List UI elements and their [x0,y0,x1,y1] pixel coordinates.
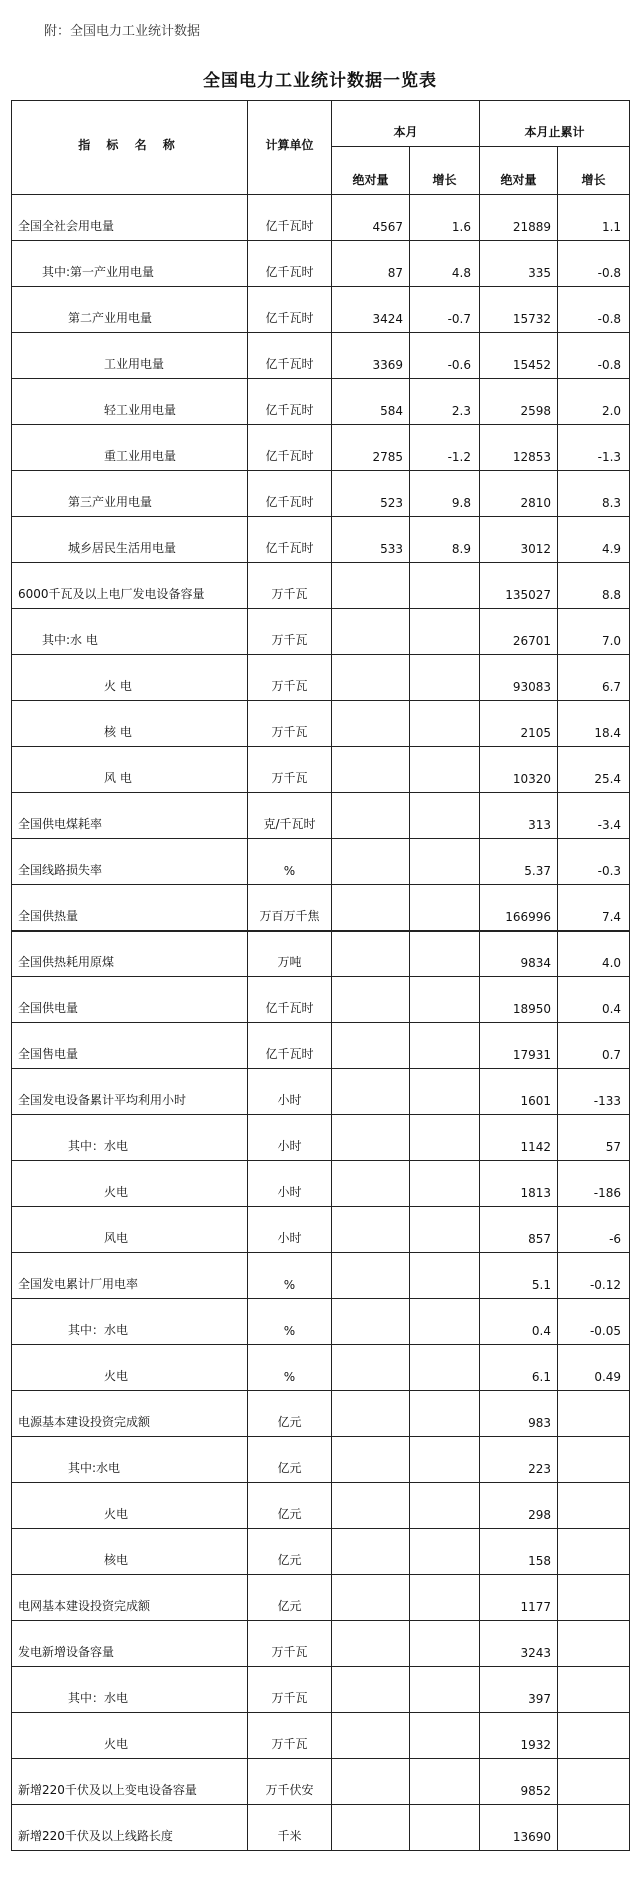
row-unit: % [248,1253,332,1299]
row-cumulative-growth: 4.9 [558,517,630,563]
row-cumulative-growth: 0.4 [558,977,630,1023]
row-indicator: 全国发电累计厂用电率 [12,1253,248,1299]
row-cumulative-absolute: 166996 [480,885,558,931]
row-indicator: 第三产业用电量 [12,471,248,517]
row-month-absolute [332,1759,410,1805]
row-month-absolute [332,1575,410,1621]
row-cumulative-growth: -133 [558,1069,630,1115]
table-row [12,885,630,931]
row-cumulative-growth: 6.7 [558,655,630,701]
row-cumulative-growth: 1.1 [558,195,630,241]
row-unit: 万千瓦 [248,747,332,793]
row-unit: 亿千瓦时 [248,517,332,563]
row-cumulative-absolute: 26701 [480,609,558,655]
row-unit: 小时 [248,1115,332,1161]
row-cumulative-absolute: 1142 [480,1115,558,1161]
row-cumulative-growth: 8.3 [558,471,630,517]
table-row [12,379,630,425]
row-indicator: 电源基本建设投资完成额 [12,1391,248,1437]
row-unit: 亿千瓦时 [248,241,332,287]
row-month-absolute [332,1023,410,1069]
row-unit: 万千瓦 [248,609,332,655]
row-month-growth: 9.8 [410,471,480,517]
row-cumulative-growth: -1.3 [558,425,630,471]
row-month-growth [410,1161,480,1207]
row-unit: 亿元 [248,1437,332,1483]
row-cumulative-growth: -3.4 [558,793,630,839]
row-month-growth [410,1391,480,1437]
row-cumulative-absolute: 0.4 [480,1299,558,1345]
row-cumulative-growth: -0.8 [558,287,630,333]
row-month-growth [410,1437,480,1483]
header-unit: 计算单位 [248,101,332,195]
row-month-growth [410,1483,480,1529]
row-indicator: 全国供热耗用原煤 [12,931,248,977]
row-month-absolute [332,1299,410,1345]
row-indicator: 全国供电煤耗率 [12,793,248,839]
row-cumulative-growth: -0.8 [558,333,630,379]
table-row [12,655,630,701]
row-month-growth [410,655,480,701]
table-row [12,1621,630,1667]
row-cumulative-absolute: 21889 [480,195,558,241]
row-indicator: 发电新增设备容量 [12,1621,248,1667]
table-row [12,1667,630,1713]
row-month-growth [410,839,480,885]
table-row [12,1391,630,1437]
row-month-absolute: 2785 [332,425,410,471]
row-month-absolute [332,1805,410,1851]
row-cumulative-growth: -0.8 [558,241,630,287]
row-month-absolute [332,563,410,609]
row-month-absolute [332,977,410,1023]
table-row [12,793,630,839]
row-cumulative-absolute: 223 [480,1437,558,1483]
statistics-table [11,100,630,1851]
row-month-growth [410,563,480,609]
row-cumulative-growth: 0.7 [558,1023,630,1069]
row-month-absolute [332,1437,410,1483]
row-month-absolute [332,655,410,701]
row-unit: 万千伏安 [248,1759,332,1805]
row-cumulative-absolute: 983 [480,1391,558,1437]
row-cumulative-growth: 57 [558,1115,630,1161]
row-month-absolute [332,793,410,839]
row-month-absolute: 533 [332,517,410,563]
header-month-growth: 增长 [410,147,480,195]
row-cumulative-growth: -0.12 [558,1253,630,1299]
row-unit: 小时 [248,1207,332,1253]
row-unit: 小时 [248,1069,332,1115]
row-month-absolute [332,1069,410,1115]
header-indicator: 指 标 名 称 [12,101,248,195]
row-indicator: 全国供热量 [12,885,248,931]
header-this-month: 本月 [332,101,480,147]
row-cumulative-growth [558,1805,630,1851]
row-indicator: 全国线路损失率 [12,839,248,885]
row-month-growth [410,793,480,839]
row-cumulative-absolute: 17931 [480,1023,558,1069]
row-month-growth [410,1621,480,1667]
table-row [12,1529,630,1575]
table-row [12,1713,630,1759]
header-month-absolute: 绝对量 [332,147,410,195]
row-month-growth [410,1299,480,1345]
row-unit: 万千瓦 [248,563,332,609]
row-month-growth [410,1253,480,1299]
row-indicator: 6000千瓦及以上电厂发电设备容量 [12,563,248,609]
row-month-absolute [332,885,410,931]
row-month-growth [410,1115,480,1161]
row-unit: 亿千瓦时 [248,195,332,241]
table-body [12,195,630,1851]
row-cumulative-growth [558,1621,630,1667]
row-indicator: 风电 [12,1207,248,1253]
row-cumulative-growth: 7.4 [558,885,630,931]
row-cumulative-growth: 7.0 [558,609,630,655]
row-month-growth: -0.6 [410,333,480,379]
row-cumulative-absolute: 335 [480,241,558,287]
row-month-growth [410,885,480,931]
row-cumulative-growth [558,1529,630,1575]
row-cumulative-growth: -0.05 [558,1299,630,1345]
row-unit: 亿千瓦时 [248,977,332,1023]
row-month-growth [410,1667,480,1713]
row-cumulative-absolute: 158 [480,1529,558,1575]
row-cumulative-absolute: 2598 [480,379,558,425]
row-month-absolute: 4567 [332,195,410,241]
table-row [12,1575,630,1621]
row-cumulative-growth: 18.4 [558,701,630,747]
row-cumulative-growth: -0.3 [558,839,630,885]
row-month-growth [410,609,480,655]
row-month-growth [410,1575,480,1621]
table-row [12,1069,630,1115]
row-month-growth: 1.6 [410,195,480,241]
row-cumulative-absolute: 313 [480,793,558,839]
table-row [12,1437,630,1483]
table-row [12,1115,630,1161]
row-cumulative-absolute: 1813 [480,1161,558,1207]
row-cumulative-growth: 2.0 [558,379,630,425]
row-indicator: 火电 [12,1483,248,1529]
row-month-growth [410,1759,480,1805]
table-row [12,1483,630,1529]
row-indicator: 火 电 [12,655,248,701]
row-month-growth [410,1207,480,1253]
header-cumulative-growth: 增长 [558,147,630,195]
header-cumulative: 本月止累计 [480,101,630,147]
row-cumulative-absolute: 13690 [480,1805,558,1851]
row-month-absolute [332,839,410,885]
row-month-absolute [332,1161,410,1207]
row-month-absolute: 3424 [332,287,410,333]
row-unit: 亿元 [248,1529,332,1575]
row-indicator: 火电 [12,1161,248,1207]
row-indicator: 重工业用电量 [12,425,248,471]
row-month-growth [410,1805,480,1851]
row-month-growth: -1.2 [410,425,480,471]
table-row [12,425,630,471]
row-cumulative-growth: 25.4 [558,747,630,793]
row-indicator: 电网基本建设投资完成额 [12,1575,248,1621]
row-month-absolute: 3369 [332,333,410,379]
table-row [12,1299,630,1345]
row-indicator: 其中：水电 [12,1115,248,1161]
row-cumulative-growth: 0.49 [558,1345,630,1391]
row-month-absolute [332,1713,410,1759]
table-row [12,241,630,287]
row-unit: 亿元 [248,1483,332,1529]
row-cumulative-growth: -6 [558,1207,630,1253]
table-row [12,609,630,655]
row-cumulative-absolute: 3243 [480,1621,558,1667]
row-cumulative-absolute: 93083 [480,655,558,701]
row-cumulative-growth [558,1575,630,1621]
row-cumulative-absolute: 1177 [480,1575,558,1621]
row-unit: % [248,1299,332,1345]
table-row [12,931,630,977]
row-unit: 亿千瓦时 [248,333,332,379]
table-row [12,1345,630,1391]
row-indicator: 其中：水电 [12,1299,248,1345]
row-cumulative-growth [558,1437,630,1483]
table-row [12,471,630,517]
table-row [12,1253,630,1299]
table-row [12,517,630,563]
row-month-absolute [332,1621,410,1667]
row-month-absolute: 584 [332,379,410,425]
row-unit: 万吨 [248,931,332,977]
row-indicator: 新增220千伏及以上线路长度 [12,1805,248,1851]
appendix-label: 附：全国电力工业统计数据 [44,24,201,39]
row-month-growth [410,931,480,977]
row-cumulative-absolute: 5.37 [480,839,558,885]
row-month-absolute [332,931,410,977]
row-month-absolute [332,1115,410,1161]
row-unit: % [248,1345,332,1391]
row-cumulative-absolute: 857 [480,1207,558,1253]
row-unit: 千米 [248,1805,332,1851]
table-row [12,839,630,885]
row-indicator: 其中:水电 [12,1437,248,1483]
row-unit: 克/千瓦时 [248,793,332,839]
row-cumulative-absolute: 15452 [480,333,558,379]
row-month-absolute [332,1207,410,1253]
table-row [12,1759,630,1805]
row-month-growth [410,1023,480,1069]
row-month-absolute [332,1667,410,1713]
row-month-absolute [332,1253,410,1299]
row-cumulative-absolute: 5.1 [480,1253,558,1299]
row-unit: 万千瓦 [248,1621,332,1667]
row-indicator: 全国发电设备累计平均利用小时 [12,1069,248,1115]
row-cumulative-absolute: 135027 [480,563,558,609]
row-cumulative-growth: 8.8 [558,563,630,609]
row-unit: 万千瓦 [248,655,332,701]
row-month-growth: 8.9 [410,517,480,563]
row-cumulative-growth [558,1483,630,1529]
row-month-absolute: 523 [332,471,410,517]
row-month-absolute [332,701,410,747]
row-month-growth [410,1069,480,1115]
row-indicator: 全国全社会用电量 [12,195,248,241]
table-row [12,1161,630,1207]
row-cumulative-absolute: 12853 [480,425,558,471]
row-indicator: 其中:第一产业用电量 [12,241,248,287]
row-cumulative-absolute: 18950 [480,977,558,1023]
row-indicator: 轻工业用电量 [12,379,248,425]
row-indicator: 其中：水电 [12,1667,248,1713]
row-month-growth [410,1713,480,1759]
header-cumulative-absolute: 绝对量 [480,147,558,195]
table-row [12,1805,630,1851]
row-unit: 亿元 [248,1391,332,1437]
row-cumulative-absolute: 2810 [480,471,558,517]
row-unit: 小时 [248,1161,332,1207]
row-month-absolute [332,1391,410,1437]
table-row [12,563,630,609]
row-unit: 万千瓦 [248,1713,332,1759]
row-indicator: 第二产业用电量 [12,287,248,333]
table-title: 全国电力工业统计数据一览表 [203,71,437,91]
row-month-absolute [332,609,410,655]
row-cumulative-growth: 4.0 [558,931,630,977]
table-row [12,195,630,241]
row-month-absolute [332,1483,410,1529]
row-unit: 亿千瓦时 [248,471,332,517]
row-month-growth [410,977,480,1023]
row-indicator: 新增220千伏及以上变电设备容量 [12,1759,248,1805]
row-unit: 万千瓦 [248,1667,332,1713]
row-month-growth [410,747,480,793]
row-indicator: 工业用电量 [12,333,248,379]
row-indicator: 火电 [12,1345,248,1391]
row-cumulative-absolute: 1932 [480,1713,558,1759]
table-row [12,701,630,747]
row-month-growth [410,701,480,747]
row-indicator: 其中:水 电 [12,609,248,655]
row-month-growth: 2.3 [410,379,480,425]
row-unit: 亿千瓦时 [248,425,332,471]
row-unit: 亿元 [248,1575,332,1621]
table-row [12,977,630,1023]
row-indicator: 核 电 [12,701,248,747]
row-month-growth [410,1345,480,1391]
row-month-absolute [332,1529,410,1575]
row-cumulative-absolute: 6.1 [480,1345,558,1391]
row-month-absolute [332,1345,410,1391]
row-unit: % [248,839,332,885]
table-row [12,747,630,793]
row-cumulative-absolute: 1601 [480,1069,558,1115]
row-indicator: 全国售电量 [12,1023,248,1069]
row-unit: 亿千瓦时 [248,379,332,425]
row-indicator: 城乡居民生活用电量 [12,517,248,563]
row-cumulative-absolute: 9852 [480,1759,558,1805]
row-cumulative-absolute: 9834 [480,931,558,977]
row-cumulative-absolute: 298 [480,1483,558,1529]
row-month-absolute [332,747,410,793]
row-cumulative-absolute: 2105 [480,701,558,747]
row-cumulative-growth [558,1667,630,1713]
row-indicator: 核电 [12,1529,248,1575]
row-indicator: 火电 [12,1713,248,1759]
row-month-absolute: 87 [332,241,410,287]
row-cumulative-absolute: 10320 [480,747,558,793]
row-cumulative-growth [558,1713,630,1759]
row-cumulative-absolute: 397 [480,1667,558,1713]
row-month-growth [410,1529,480,1575]
row-month-growth: -0.7 [410,287,480,333]
row-cumulative-growth [558,1759,630,1805]
row-month-growth: 4.8 [410,241,480,287]
row-unit: 亿千瓦时 [248,1023,332,1069]
row-cumulative-growth: -186 [558,1161,630,1207]
row-indicator: 风 电 [12,747,248,793]
row-cumulative-growth [558,1391,630,1437]
table-row [12,1023,630,1069]
row-unit: 亿千瓦时 [248,287,332,333]
row-unit: 万百万千焦 [248,885,332,931]
row-cumulative-absolute: 3012 [480,517,558,563]
row-indicator: 全国供电量 [12,977,248,1023]
table-row [12,1207,630,1253]
table-row [12,287,630,333]
table-row [12,333,630,379]
row-unit: 万千瓦 [248,701,332,747]
row-cumulative-absolute: 15732 [480,287,558,333]
